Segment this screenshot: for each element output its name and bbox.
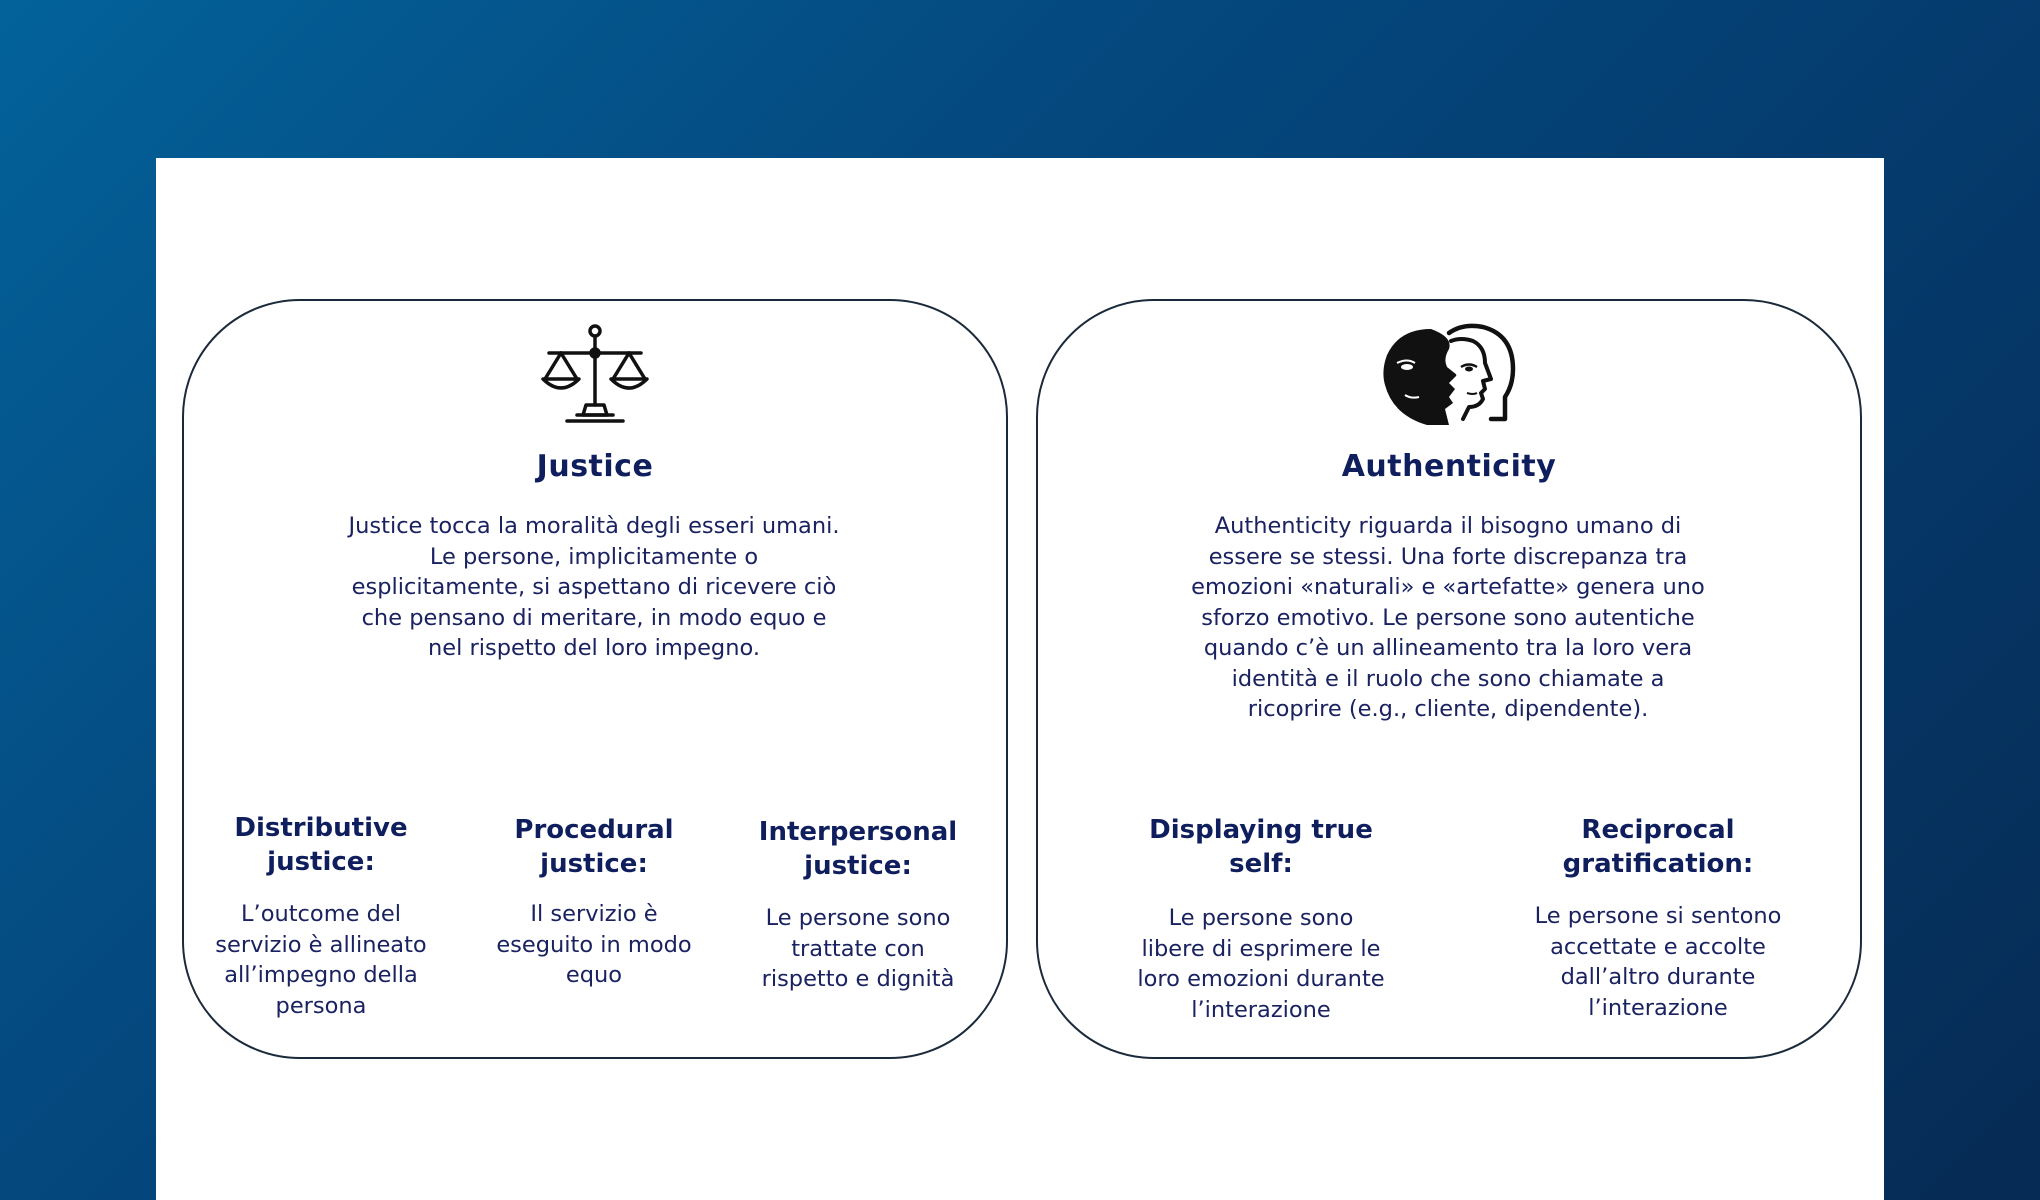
slide [156,158,1884,1200]
justice-description: Justice tocca la moralità degli esseri umani. Le persone, implicitamente o esplicitamente, si aspettano di ricevere ciò che pensano di meritare, in modo equo e nel rispetto del loro impegno. [348,513,840,661]
displaying-true-self-title: Displaying true self: [1149,815,1373,879]
scales-of-justice-icon [539,323,651,427]
displaying-true-self-item [1106,813,1416,1023]
distributive-justice-title: Distributive justice: [234,813,408,877]
justice-title: Justice [536,449,654,484]
authenticity-title: Authenticity [1341,449,1557,484]
procedural-justice-title: Procedural justice: [514,815,674,879]
procedural-justice-item [474,813,714,988]
interpersonal-justice-text: Le persone sono trattate con rispetto e dignità [761,905,955,992]
justice-card [182,299,1008,1059]
interpersonal-justice-title: Interpersonal justice: [758,817,958,881]
distributive-justice-text: L’outcome del servizio è allineato all’impegno della persona [215,901,427,1019]
authenticity-description: Authenticity riguarda il bisogno umano di essere se stessi. Una forte discrepanza tra emozioni «naturali» e «artefatte» genera uno sforzo emotivo. Le persone sono autentiche quando c’è un allineamento tra la loro vera identità e il ruolo che sono chiamate a ricoprire (e.g., cliente, dipendente). [1191,513,1705,722]
reciprocal-gratification-text: Le persone si sentono accettate e accolte dall’altro durante l’interazione [1534,903,1782,1021]
reciprocal-gratification-title: Reciprocal gratification: [1562,815,1754,879]
procedural-justice-text: Il servizio è eseguito in modo equo [496,901,692,988]
authenticity-card [1036,299,1862,1059]
reciprocal-gratification-item [1508,813,1808,1021]
two-faces-icon [1379,323,1519,429]
interpersonal-justice-item [738,815,978,992]
displaying-true-self-text: Le persone sono libere di esprimere le loro emozioni durante l’interazione [1137,905,1385,1023]
distributive-justice-item [204,811,438,1019]
